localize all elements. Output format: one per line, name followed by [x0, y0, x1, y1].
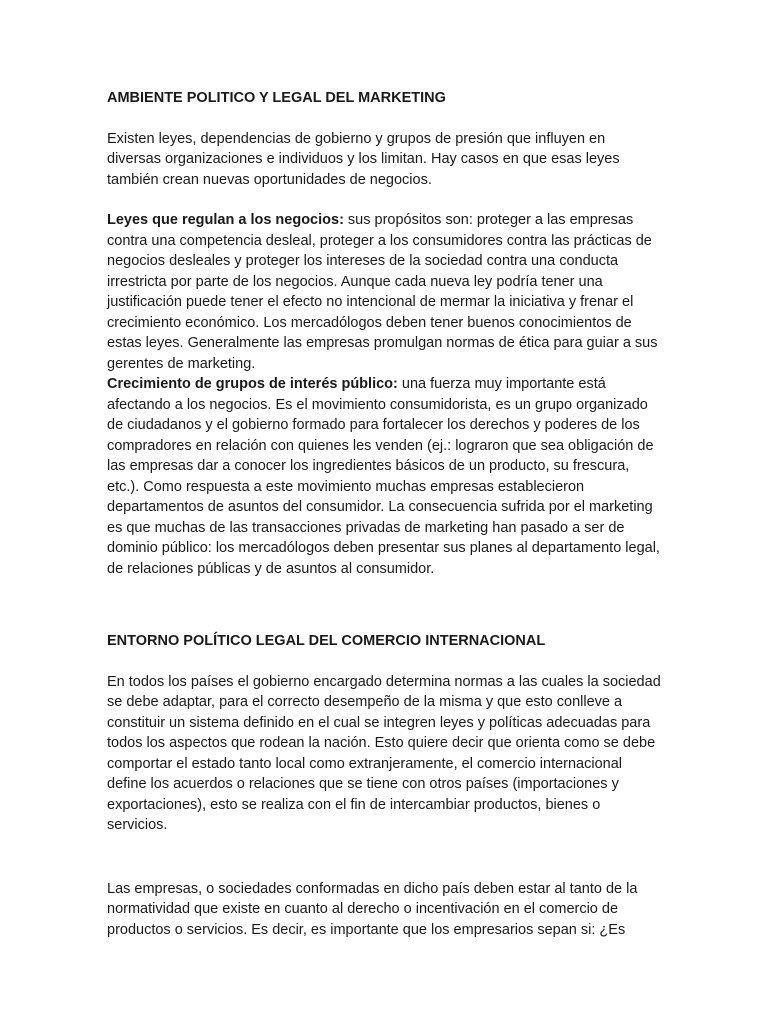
laws-text: sus propósitos son: proteger a las empresas contra una competencia desleal, proteger a los consumidores contra las prácticas de negocios desleales y proteger los intereses de la sociedad contra una conducta irrestricta por parte de los negocios. Aunque cada nueva ley podría tener una justificación puede tener el efecto no intencional de mermar la iniciativa y frenar el crecimiento económico. Los mercadólogos deben tener buenos conocimientos de estas leyes. Generalmente las empresas promulgan normas de ética para guiar a sus gerentes de marketing.: [107, 212, 658, 372]
companies-paragraph: Las empresas, o sociedades conformadas en dicho país deben estar al tanto de la normatividad que existe en cuanto al derecho o incentivación en el comercio de productos o servicios. Es decir, es importante que los empresarios sepan si: ¿Es: [107, 880, 638, 938]
intro-paragraph: Existen leyes, dependencias de gobierno y grupos de presión que influyen en diversas organizaciones e individuos y los limitan. Hay casos en que esas leyes también crean nuevas oportunidades de negocios.: [107, 130, 620, 188]
section-title: ENTORNO POLÍTICO LEGAL DEL COMERCIO INTERNACIONAL: [107, 633, 546, 649]
laws-paragraph: [107, 210, 663, 374]
public-interest-paragraph: [107, 374, 663, 579]
laws-lead: Leyes que regulan a los negocios:: [107, 212, 344, 228]
international-paragraph: En todos los países el gobierno encargado determina normas a las cuales la sociedad se debe adaptar, para el correcto desempeño de la misma y que esto conlleve a constituir un sistema definido en el cual se integren leyes y políticas adecuadas para todos los aspectos que rodean la nación. Esto quiere decir que orienta como se debe comportar el estado tanto local como extranjeramente, el comercio internacional define los acuerdos o relaciones que se tiene con otros países (importaciones y exportaciones), esto se realiza con el fin de intercambiar productos, bienes o servicios.: [107, 673, 661, 833]
public-interest-text: una fuerza muy importante está afectando a los negocios. Es el movimiento consumidorista, es un grupo organizado de ciudadanos y el gobierno formado para fortalecer los derechos y poderes de los compradores en relación con quienes les venden (ej.: lograron que sea obligación de las empresas dar a conocer los ingredientes básicos de un producto, su frescura, etc.). Como respuesta a este movimiento muchas empresas establecieron departamentos de asuntos del consumidor. La consecuencia sufrida por el marketing es que muchas de las transacciones privadas de marketing han pasado a ser de dominio público: los mercadólogos deben presentar sus planes al departamento legal, de relaciones públicas y de asuntos al consumidor.: [107, 376, 660, 577]
public-interest-lead: Crecimiento de grupos de interés público:: [107, 376, 398, 392]
page-title: AMBIENTE POLITICO Y LEGAL DEL MARKETING: [107, 90, 446, 106]
document-page: [107, 88, 663, 940]
